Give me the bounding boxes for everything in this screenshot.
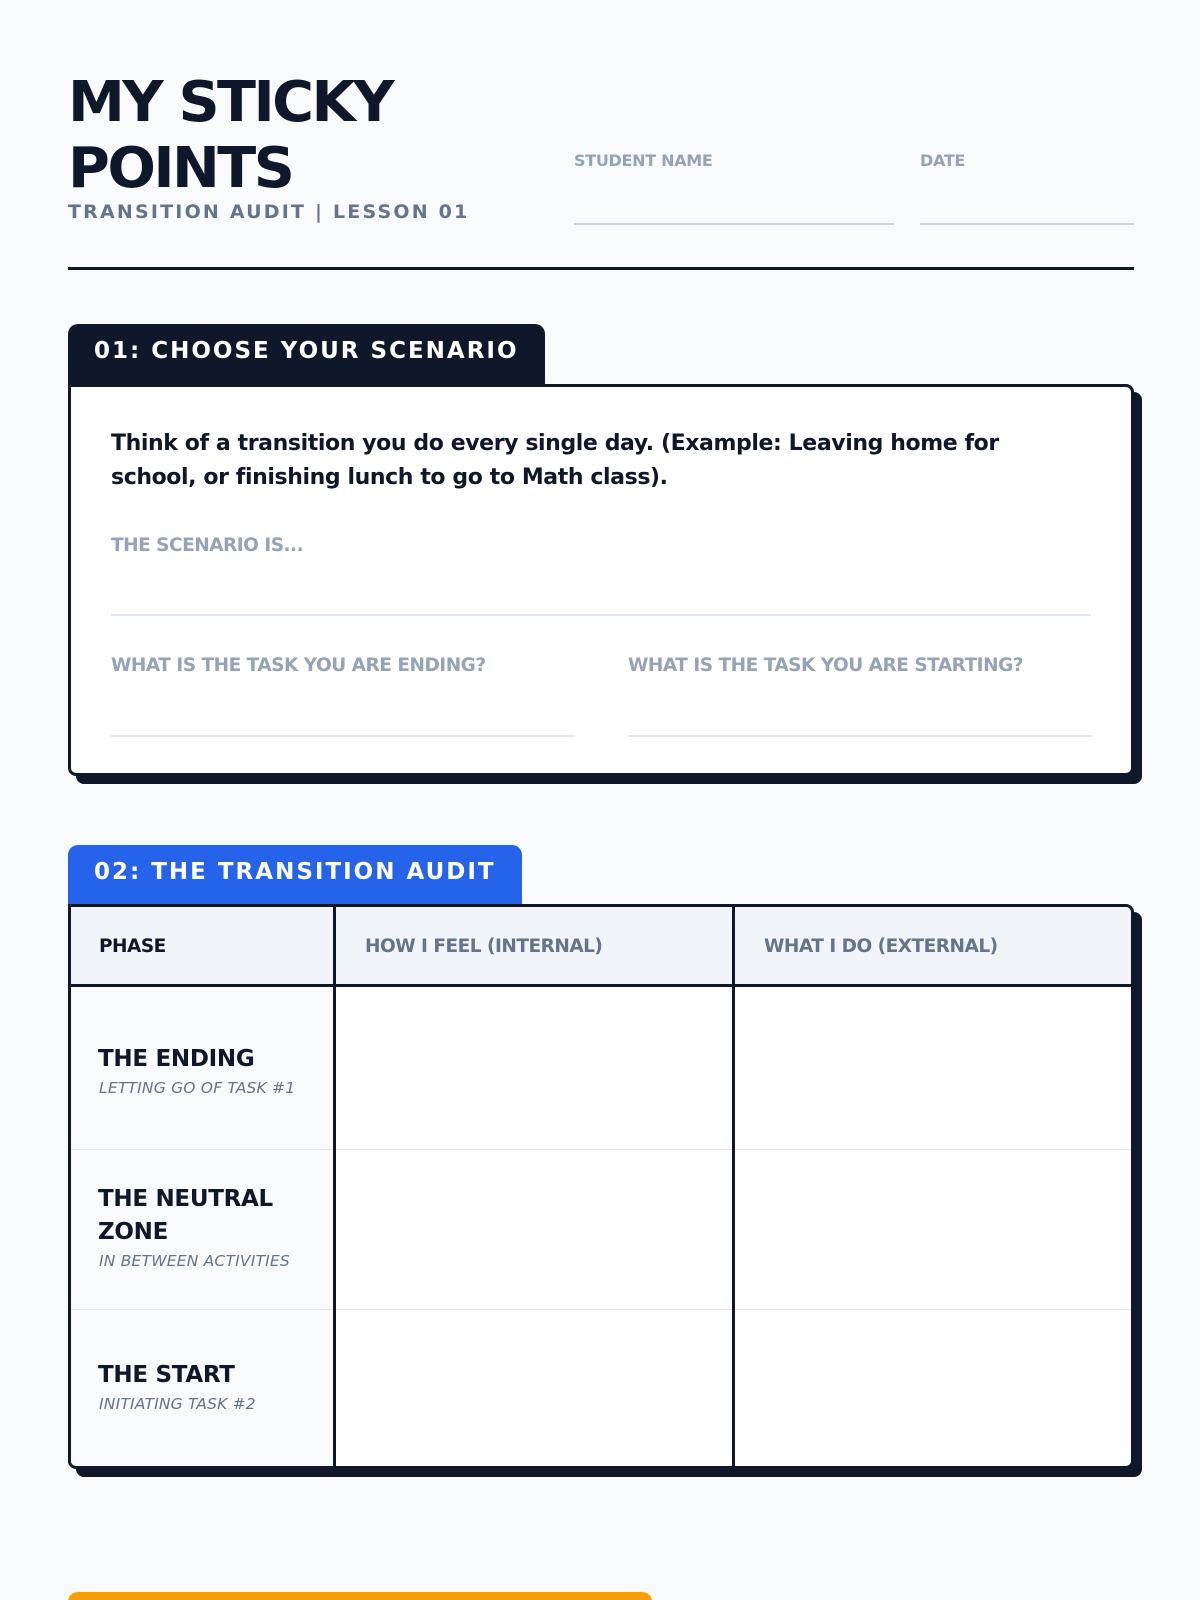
table-row-neutral-zone [71, 1150, 1131, 1309]
page-subtitle: TRANSITION AUDIT | LESSON 01 [68, 201, 470, 223]
scenario-card [68, 384, 1134, 776]
date-field[interactable] [920, 223, 1134, 225]
phase-subtitle: LETTING GO OF TASK #1 [99, 1079, 296, 1097]
title-line-2: POINTS [68, 136, 293, 201]
phase-title: THE NEUTRAL ZONE [98, 1186, 273, 1245]
column-header-phase: PHASE [99, 936, 166, 957]
column-divider [732, 907, 735, 1466]
student-name-label: STUDENT NAME [574, 151, 713, 170]
date-label: DATE [920, 151, 966, 170]
table-row-ending [71, 990, 1131, 1149]
header-divider [68, 267, 1134, 270]
scenario-input-line[interactable] [111, 614, 1091, 616]
column-header-external: WHAT I DO (EXTERNAL) [764, 936, 998, 957]
phase-subtitle: INITIATING TASK #2 [99, 1395, 256, 1413]
scenario-label: THE SCENARIO IS... [111, 535, 304, 556]
section-3-tab [68, 1592, 652, 1600]
scenario-prompt: Think of a transition you do every single day. (Example: Leaving home for school, or finishing lunch to go to Math class). [111, 431, 999, 490]
title-line-1: MY STICKY [68, 70, 393, 135]
ending-task-label: WHAT IS THE TASK YOU ARE ENDING? [111, 655, 486, 676]
starting-task-input-line[interactable] [628, 735, 1091, 737]
worksheet-page [68, 0, 1134, 1600]
student-name-field[interactable] [574, 223, 894, 225]
transition-audit-table [68, 904, 1134, 1469]
column-header-internal: HOW I FEEL (INTERNAL) [365, 936, 603, 957]
phase-subtitle: IN BETWEEN ACTIVITIES [99, 1252, 290, 1270]
ending-task-input-line[interactable] [111, 735, 575, 737]
page-title [68, 70, 392, 202]
phase-title: THE START [98, 1362, 235, 1388]
table-row-start [71, 1310, 1131, 1469]
starting-task-label: WHAT IS THE TASK YOU ARE STARTING? [628, 655, 1023, 676]
column-divider [333, 907, 336, 1466]
section-2-tab: 02: THE TRANSITION AUDIT [68, 845, 522, 907]
section-1-tab: 01: CHOOSE YOUR SCENARIO [68, 324, 545, 386]
phase-title: THE ENDING [98, 1046, 255, 1072]
